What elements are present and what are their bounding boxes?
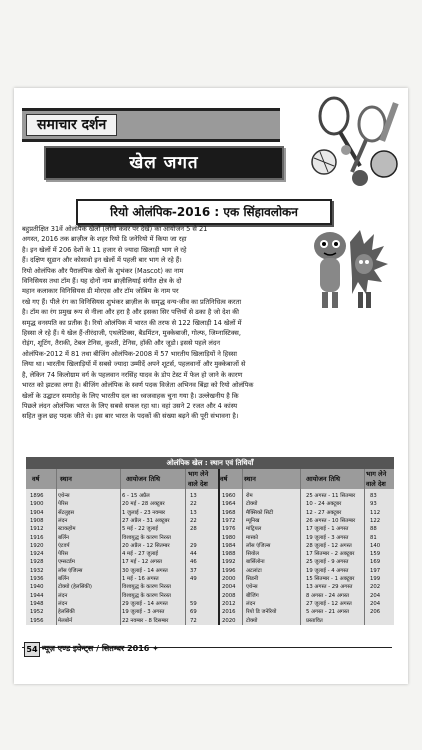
left-year-cell: 1952 <box>30 609 44 616</box>
left-place-cell: टोक्यो (हेलसिंकी) <box>58 584 92 591</box>
right-place-cell: टोक्यो <box>246 617 258 624</box>
paragraph-line: हैं। दक्षिण सूडान और कोसावो इन खेलों में पहली बार भाग ले रहे हैं। <box>22 256 182 265</box>
left-dates-cell: 6 - 15 अप्रैल <box>122 493 150 499</box>
category-banner: खेल जगत <box>44 146 284 180</box>
right-dates-cell: 12 - 27 अक्टूबर <box>306 509 342 516</box>
left-dates-cell: विश्वयुद्ध के कारण निरस्त <box>122 584 171 591</box>
left-place-cell: मेलबोर्न <box>58 617 73 624</box>
col-divider <box>56 469 57 625</box>
article-title: रियो ओलंपिक-2016 : एक सिंहावलोकन <box>76 199 332 225</box>
left-year-cell: 1928 <box>30 559 44 566</box>
table-row <box>26 509 394 517</box>
olympic-mascot-image <box>300 222 392 318</box>
right-place-cell: एथेन्स <box>246 584 258 591</box>
right-year-cell: 1988 <box>222 551 236 558</box>
right-place-cell: म्यूनिख <box>246 517 260 524</box>
right-place-cell: लॉस एंजिल्स <box>246 542 271 549</box>
right-countries-cell: 88 <box>370 526 377 533</box>
table-row <box>26 534 394 542</box>
left-year-cell: 1924 <box>30 551 44 558</box>
paragraph-line: भारत को झटका लगा है। बीजिंग ओलंपिक के स्वर्ण पदक विजेता अभिनव बिंद्रा को रियो ओलंपिक <box>22 381 254 390</box>
left-place-cell: सेंटलुइस <box>58 509 75 516</box>
paragraph-line: रोइंग, शूटिंग, तैराकी, टेबल टेनिस, कुश्ती, टेनिस, हॉकी और जूडो। इससे पहले लंदन <box>22 339 220 348</box>
col-year-left: वर्ष <box>32 475 40 483</box>
sports-equipment-image <box>300 94 404 190</box>
left-countries-cell: 69 <box>190 609 197 616</box>
left-countries-cell: 49 <box>190 576 197 582</box>
left-place-cell: पेरिस <box>58 501 69 508</box>
left-year-cell: 1936 <box>30 576 44 582</box>
right-dates-cell: 19 जुलाई - 4 अगस्त <box>306 567 349 574</box>
table-row <box>26 517 394 525</box>
right-place-cell: सियोल <box>246 551 259 558</box>
table-row <box>26 558 394 566</box>
right-countries-cell: 204 <box>370 592 381 599</box>
right-year-cell: 2004 <box>222 584 236 591</box>
paragraph-line: सहित कुल छह पदक जीते थे। इस बार भारत के पदकों की संख्या बढ़ने की पूरी संभावना है। <box>22 412 239 421</box>
left-place-cell: एंटवर्प <box>58 542 70 549</box>
col-divider <box>242 469 243 625</box>
left-dates-cell: 1 मई - 16 अगस्त <box>122 576 159 582</box>
right-year-cell: 1980 <box>222 534 236 541</box>
right-dates-cell: 15 सितम्बर - 1 अक्टूबर <box>306 576 355 582</box>
right-dates-cell: 17 सितम्बर - 2 अक्टूबर <box>306 551 355 558</box>
right-countries-cell: 199 <box>370 576 381 582</box>
right-countries-cell: 93 <box>370 501 377 508</box>
left-place-cell: एथेन्स <box>58 493 70 499</box>
table-row <box>26 617 394 625</box>
right-place-cell: रियो डि जनेरियो <box>246 609 277 616</box>
left-dates-cell: विश्वयुद्ध के कारण निरस्त <box>122 534 171 541</box>
col-countries-right: भाग लेने वाले देश <box>366 470 387 488</box>
left-countries-cell: 29 <box>190 542 197 549</box>
left-place-cell: लॉस एंजिल्स <box>58 567 83 574</box>
table-row <box>26 542 394 550</box>
left-dates-cell: 1 जुलाई - 23 नवम्बर <box>122 509 166 516</box>
right-dates-cell: 13 अगस्त - 29 अगस्त <box>306 584 353 591</box>
table-row <box>26 525 394 533</box>
paragraph-line: समृद्ध वनस्पति का प्रतीक है। रियो ओलंपिक में भारत की तरफ से 122 खिलाड़ी 14 खेलों में <box>22 318 242 327</box>
left-place-cell: स्टाकहोम <box>58 526 76 533</box>
col-place-left: स्थान <box>60 475 72 483</box>
right-dates-cell: 17 जुलाई - 1 अगस्त <box>306 526 349 533</box>
left-year-cell: 1896 <box>30 493 44 499</box>
left-year-cell: 1944 <box>30 592 44 599</box>
paragraph-line: रियो ओलंपिक और पैरालंपिक खेलों के शुभंकर (Mascot) का नाम <box>22 266 184 275</box>
col-dates-right: आयोजन तिथि <box>306 475 341 483</box>
table-row <box>26 492 394 500</box>
paragraph-line: है। टॉम का रंग प्रमुख रूप से नीला और हरा है और इसका सिर पत्तियों से ढका है जो देश की <box>22 308 239 317</box>
left-place-cell: एम्सटर्डम <box>58 559 75 566</box>
left-dates-cell: 19 जुलाई - 3 अगस्त <box>122 609 165 616</box>
right-countries-cell: 206 <box>370 609 381 616</box>
col-divider <box>120 469 121 625</box>
left-countries-cell: 44 <box>190 551 197 558</box>
right-year-cell: 1976 <box>222 526 236 533</box>
left-dates-cell: 29 जुलाई - 14 अगस्त <box>122 600 168 607</box>
left-year-cell: 1900 <box>30 501 44 508</box>
col-divider <box>364 469 365 625</box>
right-countries-cell: 202 <box>370 584 381 591</box>
left-countries-cell: 46 <box>190 559 197 566</box>
left-dates-cell: 22 नवम्बर - 8 दिसम्बर <box>122 617 169 624</box>
paragraph-line: है। इन खेलों में 206 देशों के 11 हजार से ज्यादा खिलाड़ी भाग ले रहे <box>22 245 187 254</box>
olympics-table <box>26 489 394 625</box>
table-row <box>26 575 394 583</box>
left-year-cell: 1932 <box>30 567 44 574</box>
table-row <box>26 567 394 575</box>
right-year-cell: 1992 <box>222 559 236 566</box>
right-countries-cell: 197 <box>370 567 381 574</box>
left-year-cell: 1948 <box>30 600 44 607</box>
right-year-cell: 1960 <box>222 493 236 499</box>
left-place-cell: लंदन <box>58 592 68 599</box>
table-header <box>26 469 394 489</box>
right-year-cell: 1996 <box>222 567 236 574</box>
table-row <box>26 600 394 608</box>
paragraph-line: हिस्सा ले रहे हैं। ये खेल हैं-तीरंदाजी, एथलेटिक्स, बैडमिंटन, मुक्केबाजी, गोल्फ, जिम्नास्टिक्स, <box>22 329 241 338</box>
right-dates-cell: प्रस्तावित <box>306 617 323 624</box>
right-countries-cell: 81 <box>370 534 377 541</box>
right-dates-cell: 25 जुलाई - 9 अगस्त <box>306 559 349 566</box>
section-title: समाचार दर्शन <box>26 114 117 136</box>
left-countries-cell: 22 <box>190 517 197 524</box>
paragraph-line: पिछले लंदन ओलंपिक भारत के लिए सबसे सफल रहा था। वहां उसने 2 रजत और 4 कांस्य <box>22 401 238 410</box>
paragraph-line: खेलों के उद्घाटन समारोह के लिए भारतीय दल का ध्वजवाहक चुना गया है। उल्लेखनीय है कि <box>22 391 239 400</box>
right-year-cell: 1972 <box>222 517 236 524</box>
paragraph-line: अगस्त, 2016 तक ब्राज़ील के शहर रियो डि जनेरियो में किया जा रहा <box>22 235 187 244</box>
right-year-cell: 2016 <box>222 609 236 616</box>
paragraph-line: बहुप्रतीक्षित 31वें ओलंपिक खेलों (लोगो कवर पर देखें) का आयोजन 5 से 21 <box>22 225 208 233</box>
left-dates-cell: 27 अप्रैल - 31 अक्टूबर <box>122 517 170 524</box>
right-place-cell: सिडनी <box>246 576 259 582</box>
right-countries-cell: 159 <box>370 551 381 558</box>
page-number: 54 <box>24 642 40 657</box>
left-dates-cell: 4 मई - 27 जुलाई <box>122 551 159 558</box>
right-place-cell: मैक्सिको सिटी <box>246 509 274 516</box>
paragraph-line: है, लेकिन 74 किलोग्राम वर्ग के पहलवान नरसिंह यादव के डोप टेस्ट में फेल हो जाने के कारण <box>22 370 243 379</box>
right-dates-cell: 26 अगस्त - 10 सितम्बर <box>306 517 356 524</box>
left-countries-cell: 28 <box>190 526 197 533</box>
right-year-cell: 2008 <box>222 592 236 599</box>
col-dates-left: आयोजन तिथि <box>126 475 161 483</box>
left-countries-cell: 22 <box>190 501 197 508</box>
right-place-cell: बार्सिलोना <box>246 559 265 566</box>
paragraph-line: रखे गए हैं। पीले रंग का विनिसियस शुभंकर ब्राज़ील के समृद्ध वन्य-जीव का प्रतिनिधित्व करता <box>22 297 242 306</box>
right-countries-cell: 83 <box>370 493 377 499</box>
right-countries-cell: 112 <box>370 509 381 516</box>
left-place-cell: हेलसिंकी <box>58 609 75 616</box>
right-dates-cell: 5 अगस्त - 21 अगस्त <box>306 609 349 616</box>
right-dates-cell: 28 जुलाई - 12 अगस्त <box>306 542 352 549</box>
left-countries-cell: 13 <box>190 509 197 516</box>
paragraph-line: लिया था। भारतीय खिलाड़ियों में सबसे ज्यादा उम्मीदें अपने शूटर्स, पहलवानों और मुक्केबाजों से <box>22 360 246 369</box>
col-countries-left: भाग लेने वाले देश <box>188 470 209 488</box>
left-place-cell: बर्लिन <box>58 576 69 582</box>
col-divider <box>185 469 186 625</box>
right-dates-cell: 8 अगस्त - 24 अगस्त <box>306 592 349 599</box>
right-place-cell: मांट्रियल <box>246 526 262 533</box>
left-year-cell: 1908 <box>30 517 44 524</box>
right-countries-cell: 140 <box>370 542 381 549</box>
table-row <box>26 583 394 591</box>
right-place-cell: अटलांटा <box>246 567 262 574</box>
left-year-cell: 1920 <box>30 542 44 549</box>
paragraph-line: महान कलाकार विनिसियस डी मोरएस और टॉम जोबिम के नाम पर <box>22 287 179 296</box>
right-place-cell: टोक्यो <box>246 501 258 508</box>
right-place-cell: मास्को <box>246 534 259 541</box>
left-place-cell: पेरिस <box>58 551 69 558</box>
right-dates-cell: 10 - 24 अक्टूबर <box>306 501 342 508</box>
left-dates-cell: 17 मई - 12 अगस्त <box>122 559 163 566</box>
right-dates-cell: 19 जुलाई - 3 अगस्त <box>306 534 349 541</box>
right-year-cell: 2020 <box>222 617 236 624</box>
left-year-cell: 1904 <box>30 509 44 516</box>
paragraph-line: ओलंपिक-2012 में 81 तथा बीजिंग ओलंपिक-2008 में 57 भारतीय खिलाड़ियों ने हिस्सा <box>22 349 238 358</box>
right-countries-cell: 169 <box>370 559 381 566</box>
right-year-cell: 1984 <box>222 542 236 549</box>
left-year-cell: 1912 <box>30 526 44 533</box>
left-place-cell: लंदन <box>58 517 68 524</box>
col-divider <box>218 469 220 625</box>
right-place-cell: बीजिंग <box>246 592 259 599</box>
left-year-cell: 1956 <box>30 617 44 624</box>
left-place-cell: लंदन <box>58 600 68 607</box>
col-place-right: स्थान <box>244 475 256 483</box>
left-place-cell: बर्लिन <box>58 534 69 541</box>
paragraph-line: विनिसियस तथा टॉम हैं। यह दोनों नाम ब्राज़ीलियाई संगीत क्षेत्र के दो <box>22 277 182 286</box>
right-year-cell: 1964 <box>222 501 236 508</box>
left-countries-cell: 13 <box>190 493 197 499</box>
left-year-cell: 1916 <box>30 534 44 541</box>
col-divider <box>300 469 301 625</box>
table-title: ओलंपिक खेल : स्थान एवं तिथियाँ <box>26 457 394 469</box>
left-dates-cell: 20 मई - 28 अक्टूबर <box>122 501 165 508</box>
section-header <box>22 108 280 142</box>
right-dates-cell: 25 अगस्त - 11 सितम्बर <box>306 493 356 499</box>
left-countries-cell: 37 <box>190 567 197 574</box>
left-dates-cell: 5 मई - 22 जुलाई <box>122 526 159 533</box>
table-row <box>26 500 394 508</box>
right-countries-cell: 122 <box>370 517 381 524</box>
left-year-cell: 1940 <box>30 584 44 591</box>
right-year-cell: 1968 <box>222 509 236 516</box>
right-place-cell: रोम <box>246 493 253 499</box>
left-countries-cell: 72 <box>190 617 197 624</box>
col-year-right: वर्ष <box>220 475 228 483</box>
right-year-cell: 2012 <box>222 600 236 607</box>
left-dates-cell: 20 अप्रैल - 12 सितम्बर <box>122 542 170 549</box>
right-dates-cell: 27 जुलाई - 12 अगस्त <box>306 600 352 607</box>
left-dates-cell: 30 जुलाई - 14 अगस्त <box>122 567 168 574</box>
right-countries-cell: 204 <box>370 600 381 607</box>
table-row <box>26 550 394 558</box>
left-dates-cell: विश्वयुद्ध के कारण निरस्त <box>122 592 171 599</box>
table-row <box>26 592 394 600</box>
right-year-cell: 2000 <box>222 576 236 582</box>
left-countries-cell: 59 <box>190 600 197 607</box>
right-place-cell: लंदन <box>246 600 256 607</box>
footer-text: न्यूज़ एण्ड इवेन्ट्स / सितम्बर 2016 ✦ <box>42 644 159 653</box>
table-row <box>26 608 394 616</box>
